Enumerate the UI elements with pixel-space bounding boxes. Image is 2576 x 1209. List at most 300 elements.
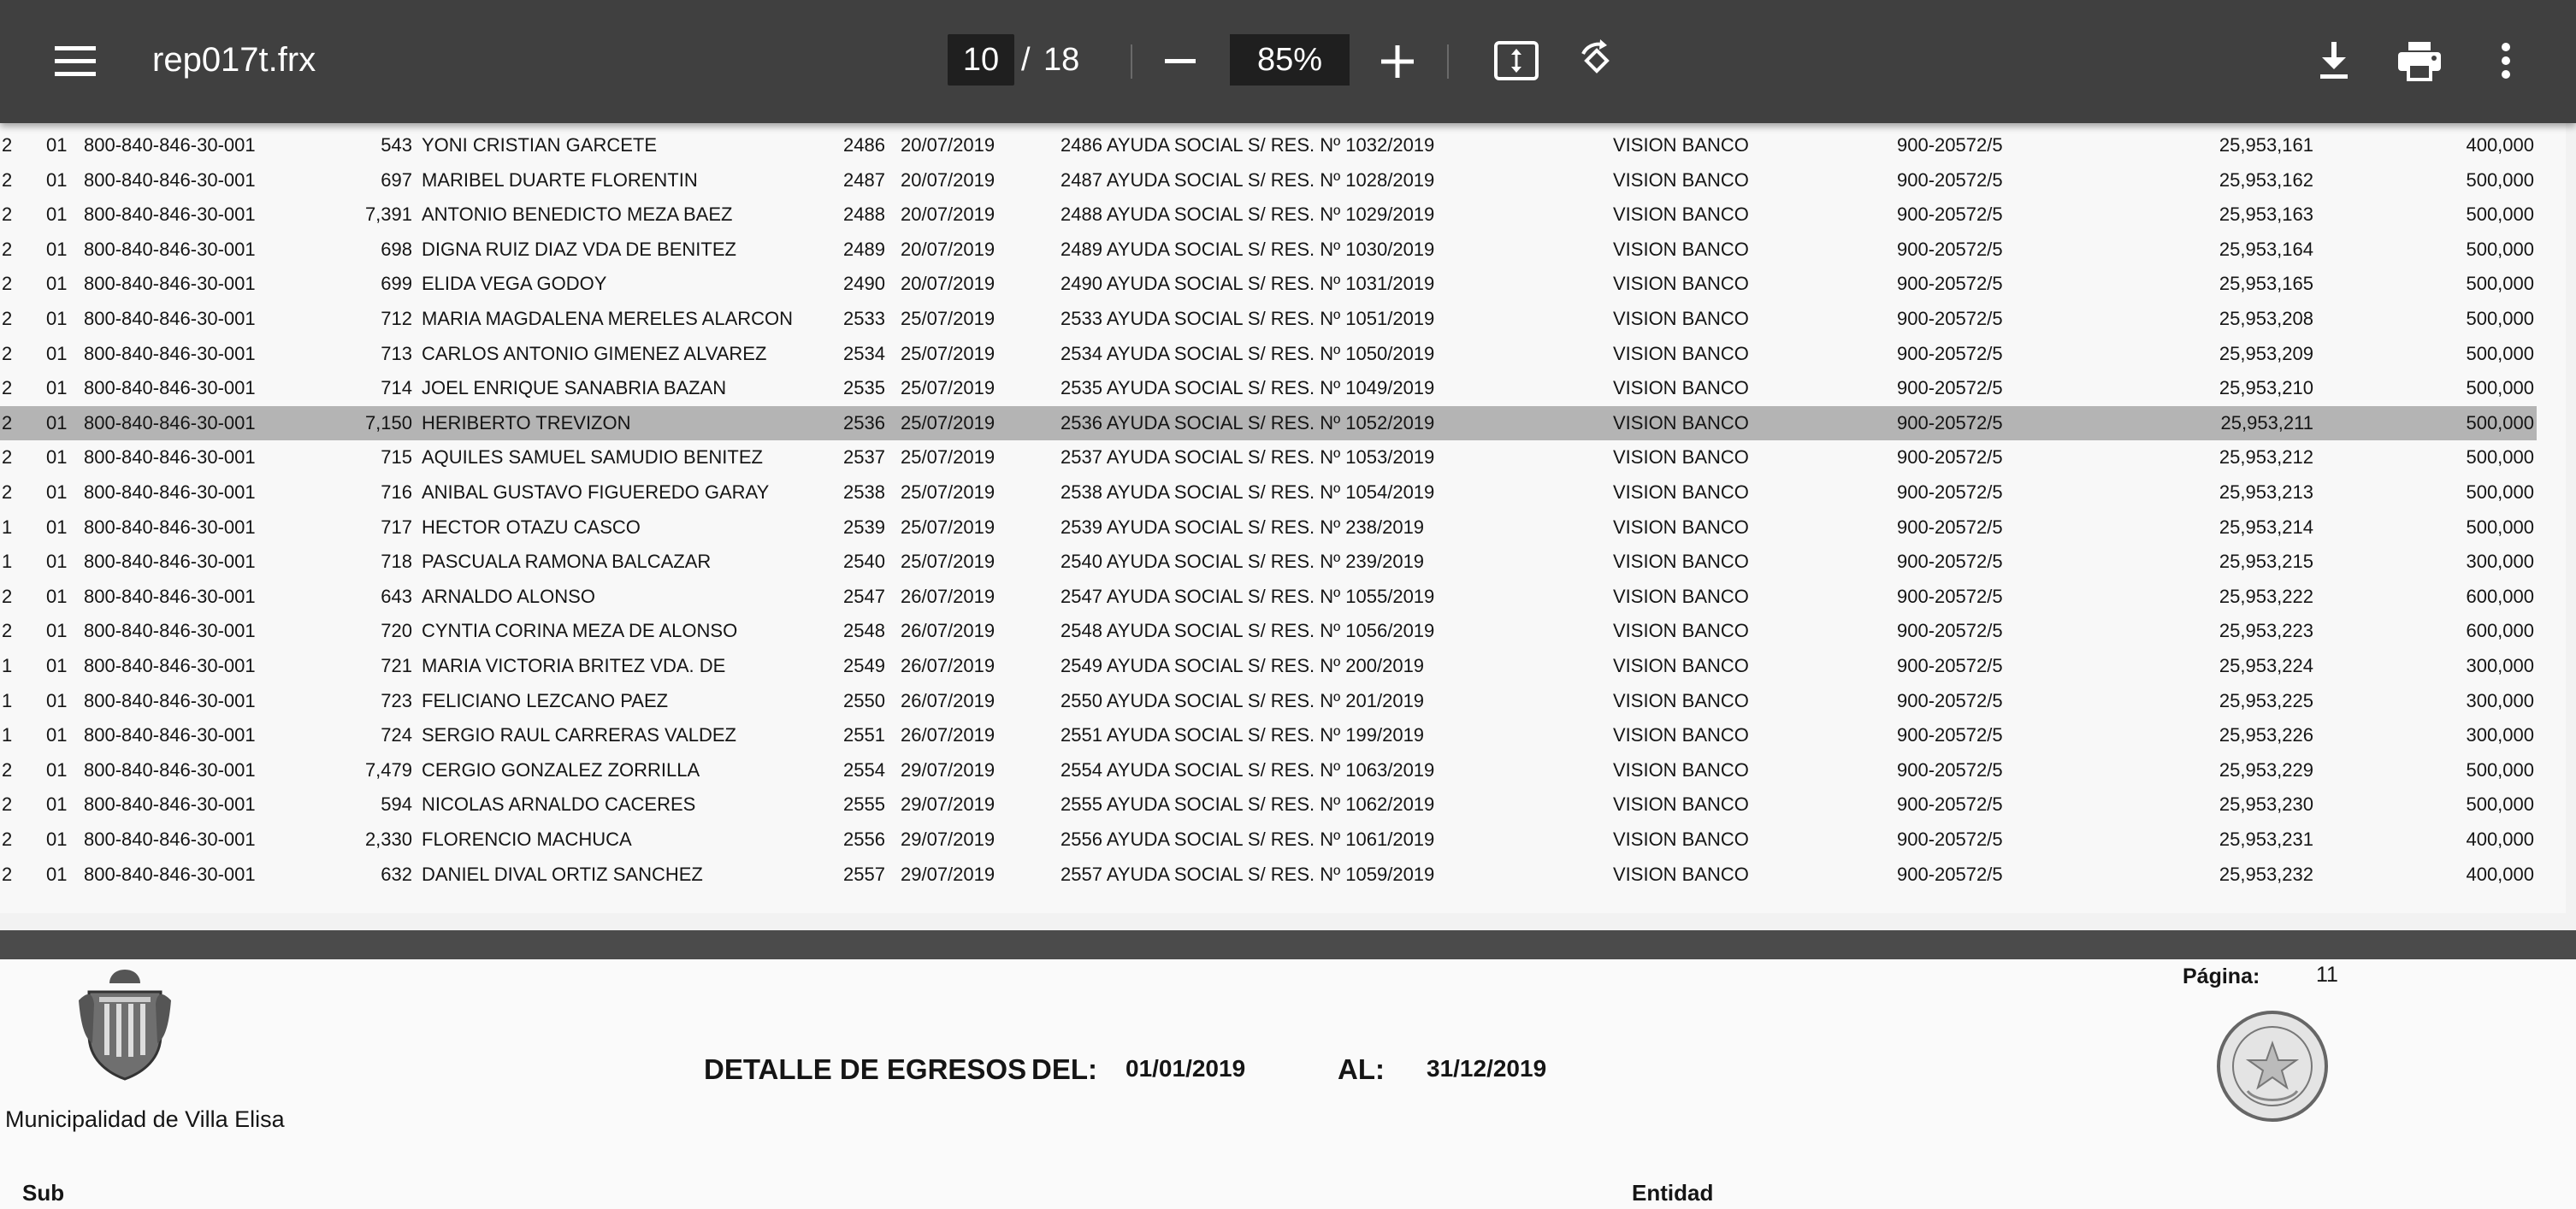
sub-cell: 01 <box>46 134 68 156</box>
beneficiary-name-cell: FLORENCIO MACHUCA <box>422 829 632 850</box>
bank-cell: VISION BANCO <box>1613 273 1749 295</box>
check-number-cell: 25,953,230 <box>2219 793 2313 816</box>
sub-cell: 01 <box>46 377 68 399</box>
rotate-icon[interactable] <box>1567 32 1623 89</box>
amount-cell: 500,000 <box>2466 481 2534 503</box>
sub-column-header: Sub <box>22 1180 65 1206</box>
print-icon[interactable] <box>2390 32 2449 89</box>
date-cell: 29/07/2019 <box>901 863 996 885</box>
sub-cell: 01 <box>46 689 68 711</box>
municipal-crest-logo <box>75 966 174 1082</box>
document-number-cell: 2534 <box>843 342 885 364</box>
concept-cell: 2539 AYUDA SOCIAL S/ RES. Nº 238/2019 <box>1061 516 1425 538</box>
document-number-cell: 2487 <box>843 168 885 191</box>
date-cell: 20/07/2019 <box>901 203 996 226</box>
beneficiary-name-cell: SERGIO RAUL CARRERAS VALDEZ <box>422 724 736 746</box>
beneficiary-name-cell: CARLOS ANTONIO GIMENEZ ALVAREZ <box>422 342 767 364</box>
account-cell: 900-20572/5 <box>1897 134 2003 156</box>
amount-cell: 300,000 <box>2466 689 2534 711</box>
check-number-cell: 25,953,208 <box>2219 308 2313 329</box>
tipo-cell: 2 <box>2 308 13 329</box>
beneficiary-id-cell: 724 <box>381 724 412 746</box>
amount-cell: 500,000 <box>2466 377 2534 399</box>
document-page <box>0 123 2566 913</box>
bank-cell: VISION BANCO <box>1613 724 1749 746</box>
bank-cell: VISION BANCO <box>1613 620 1749 642</box>
beneficiary-id-cell: 643 <box>381 585 412 607</box>
ruc-cell: 800-840-846-30-001 <box>84 238 256 260</box>
check-number-cell: 25,953,222 <box>2219 585 2313 607</box>
tipo-cell: 2 <box>2 585 13 607</box>
concept-cell: 2489 AYUDA SOCIAL S/ RES. Nº 1030/2019 <box>1061 238 1435 260</box>
report-title: DETALLE DE EGRESOS <box>704 1053 1027 1085</box>
beneficiary-name-cell: DIGNA RUIZ DIAZ VDA DE BENITEZ <box>422 238 736 260</box>
table-row <box>0 753 2537 787</box>
date-cell: 20/07/2019 <box>901 238 996 260</box>
toolbar-divider <box>1131 44 1132 79</box>
account-cell: 900-20572/5 <box>1897 342 2003 364</box>
date-cell: 25/07/2019 <box>901 308 996 329</box>
beneficiary-name-cell: CYNTIA CORINA MEZA DE ALONSO <box>422 620 738 642</box>
concept-cell: 2487 AYUDA SOCIAL S/ RES. Nº 1028/2019 <box>1061 168 1435 191</box>
account-cell: 900-20572/5 <box>1897 863 2003 885</box>
amount-cell: 500,000 <box>2466 308 2534 329</box>
amount-cell: 400,000 <box>2466 863 2534 885</box>
date-cell: 26/07/2019 <box>901 724 996 746</box>
amount-cell: 600,000 <box>2466 620 2534 642</box>
amount-cell: 500,000 <box>2466 446 2534 469</box>
beneficiary-name-cell: HECTOR OTAZU CASCO <box>422 516 641 538</box>
beneficiary-name-cell: ELIDA VEGA GODOY <box>422 273 607 295</box>
concept-cell: 2533 AYUDA SOCIAL S/ RES. Nº 1051/2019 <box>1061 308 1435 329</box>
bank-cell: VISION BANCO <box>1613 203 1749 226</box>
check-number-cell: 25,953,161 <box>2219 134 2313 156</box>
concept-cell: 2536 AYUDA SOCIAL S/ RES. Nº 1052/2019 <box>1061 411 1435 433</box>
zoom-level[interactable]: 85% <box>1230 34 1350 86</box>
sub-cell: 01 <box>46 481 68 503</box>
tipo-cell: 2 <box>2 273 13 295</box>
tipo-cell: 2 <box>2 411 13 433</box>
ruc-cell: 800-840-846-30-001 <box>84 377 256 399</box>
beneficiary-id-cell: 713 <box>381 342 412 364</box>
date-cell: 26/07/2019 <box>901 585 996 607</box>
table-row <box>0 787 2537 822</box>
table-row <box>0 233 2537 267</box>
to-date: 31/12/2019 <box>1427 1055 1547 1082</box>
beneficiary-name-cell: ARNALDO ALONSO <box>422 585 595 607</box>
account-cell: 900-20572/5 <box>1897 689 2003 711</box>
beneficiary-name-cell: MARIA MAGDALENA MERELES ALARCON <box>422 308 794 329</box>
document-number-cell: 2533 <box>843 308 885 329</box>
check-number-cell: 25,953,225 <box>2219 689 2313 711</box>
amount-cell: 400,000 <box>2466 829 2534 850</box>
table-row <box>0 267 2537 301</box>
account-cell: 900-20572/5 <box>1897 758 2003 781</box>
date-cell: 29/07/2019 <box>901 758 996 781</box>
table-row <box>0 475 2537 510</box>
tipo-cell: 2 <box>2 134 13 156</box>
concept-cell: 2535 AYUDA SOCIAL S/ RES. Nº 1049/2019 <box>1061 377 1435 399</box>
check-number-cell: 25,953,229 <box>2219 758 2313 781</box>
account-cell: 900-20572/5 <box>1897 551 2003 573</box>
concept-cell: 2550 AYUDA SOCIAL S/ RES. Nº 201/2019 <box>1061 689 1425 711</box>
beneficiary-id-cell: 721 <box>381 655 412 676</box>
amount-cell: 500,000 <box>2466 758 2534 781</box>
more-vertical-icon[interactable] <box>2480 32 2532 89</box>
table-row <box>0 718 2537 752</box>
total-pages: 18 <box>1043 42 1080 78</box>
document-number-cell: 2535 <box>843 377 885 399</box>
account-cell: 900-20572/5 <box>1897 273 2003 295</box>
beneficiary-id-cell: 632 <box>381 863 412 885</box>
ruc-cell: 800-840-846-30-001 <box>84 134 256 156</box>
ruc-cell: 800-840-846-30-001 <box>84 551 256 573</box>
beneficiary-id-cell: 716 <box>381 481 412 503</box>
sub-cell: 01 <box>46 516 68 538</box>
account-cell: 900-20572/5 <box>1897 411 2003 433</box>
document-number-cell: 2490 <box>843 273 885 295</box>
ruc-cell: 800-840-846-30-001 <box>84 446 256 469</box>
ruc-cell: 800-840-846-30-001 <box>84 793 256 816</box>
table-row <box>0 684 2537 718</box>
ruc-cell: 800-840-846-30-001 <box>84 308 256 329</box>
document-number-cell: 2554 <box>843 758 885 781</box>
sub-cell: 01 <box>46 758 68 781</box>
ruc-cell: 800-840-846-30-001 <box>84 724 256 746</box>
document-page-next <box>0 959 2576 1209</box>
ruc-cell: 800-840-846-30-001 <box>84 689 256 711</box>
sub-cell: 01 <box>46 273 68 295</box>
to-label: AL: <box>1338 1053 1385 1085</box>
from-label: DEL: <box>1031 1053 1097 1085</box>
tipo-cell: 1 <box>2 724 13 746</box>
sub-cell: 01 <box>46 620 68 642</box>
date-cell: 25/07/2019 <box>901 411 996 433</box>
beneficiary-id-cell: 698 <box>381 238 412 260</box>
sub-cell: 01 <box>46 446 68 469</box>
check-number-cell: 25,953,211 <box>2220 411 2313 433</box>
page-label: Página: <box>2183 964 2260 988</box>
plus-icon[interactable] <box>1372 36 1423 87</box>
document-number-cell: 2547 <box>843 585 885 607</box>
beneficiary-name-cell: MARIBEL DUARTE FLORENTIN <box>422 168 698 191</box>
concept-cell: 2490 AYUDA SOCIAL S/ RES. Nº 1031/2019 <box>1061 273 1435 295</box>
tipo-cell: 2 <box>2 481 13 503</box>
beneficiary-id-cell: 7,150 <box>364 411 412 433</box>
amount-cell: 600,000 <box>2466 585 2534 607</box>
beneficiary-id-cell: 543 <box>381 134 412 156</box>
ruc-cell: 800-840-846-30-001 <box>84 516 256 538</box>
sub-cell: 01 <box>46 793 68 816</box>
bank-cell: VISION BANCO <box>1613 238 1749 260</box>
check-number-cell: 25,953,164 <box>2219 238 2313 260</box>
check-number-cell: 25,953,162 <box>2219 168 2313 191</box>
concept-cell: 2537 AYUDA SOCIAL S/ RES. Nº 1053/2019 <box>1061 446 1435 469</box>
beneficiary-id-cell: 594 <box>381 793 412 816</box>
date-cell: 25/07/2019 <box>901 551 996 573</box>
fit-page-icon[interactable] <box>1488 32 1545 89</box>
beneficiary-id-cell: 718 <box>381 551 412 573</box>
table-row <box>0 649 2537 683</box>
bank-cell: VISION BANCO <box>1613 168 1749 191</box>
document-number-cell: 2555 <box>843 793 885 816</box>
account-cell: 900-20572/5 <box>1897 516 2003 538</box>
ruc-cell: 800-840-846-30-001 <box>84 342 256 364</box>
from-date: 01/01/2019 <box>1126 1055 1246 1082</box>
account-cell: 900-20572/5 <box>1897 620 2003 642</box>
amount-cell: 500,000 <box>2466 342 2534 364</box>
account-cell: 900-20572/5 <box>1897 308 2003 329</box>
ruc-cell: 800-840-846-30-001 <box>84 655 256 676</box>
beneficiary-id-cell: 712 <box>381 308 412 329</box>
page-separator-gap <box>0 930 2576 959</box>
document-number-cell: 2538 <box>843 481 885 503</box>
check-number-cell: 25,953,212 <box>2219 446 2313 469</box>
account-cell: 900-20572/5 <box>1897 446 2003 469</box>
beneficiary-id-cell: 7,391 <box>364 203 412 226</box>
tipo-cell: 2 <box>2 377 13 399</box>
amount-cell: 500,000 <box>2466 793 2534 816</box>
ruc-cell: 800-840-846-30-001 <box>84 411 256 433</box>
document-number-cell: 2548 <box>843 620 885 642</box>
amount-cell: 500,000 <box>2466 411 2534 433</box>
account-cell: 900-20572/5 <box>1897 724 2003 746</box>
document-number-cell: 2486 <box>843 134 885 156</box>
bank-cell: VISION BANCO <box>1613 134 1749 156</box>
table-row <box>0 510 2537 545</box>
beneficiary-name-cell: JOEL ENRIQUE SANABRIA BAZAN <box>422 377 727 399</box>
bank-cell: VISION BANCO <box>1613 793 1749 816</box>
concept-cell: 2486 AYUDA SOCIAL S/ RES. Nº 1032/2019 <box>1061 134 1435 156</box>
date-cell: 25/07/2019 <box>901 377 996 399</box>
amount-cell: 500,000 <box>2466 238 2534 260</box>
tipo-cell: 2 <box>2 863 13 885</box>
check-number-cell: 25,953,215 <box>2219 551 2313 573</box>
tipo-cell: 2 <box>2 620 13 642</box>
date-cell: 20/07/2019 <box>901 273 996 295</box>
check-number-cell: 25,953,163 <box>2219 203 2313 226</box>
amount-cell: 400,000 <box>2466 134 2534 156</box>
sub-cell: 01 <box>46 168 68 191</box>
ruc-cell: 800-840-846-30-001 <box>84 620 256 642</box>
bank-cell: VISION BANCO <box>1613 481 1749 503</box>
check-number-cell: 25,953,210 <box>2219 377 2313 399</box>
date-cell: 26/07/2019 <box>901 620 996 642</box>
municipality-name: Municipalidad de Villa Elisa <box>5 1106 285 1132</box>
date-cell: 25/07/2019 <box>901 481 996 503</box>
table-row <box>0 614 2537 648</box>
sub-cell: 01 <box>46 203 68 226</box>
check-number-cell: 25,953,226 <box>2219 724 2313 746</box>
document-number-cell: 2489 <box>843 238 885 260</box>
bank-cell: VISION BANCO <box>1613 829 1749 850</box>
beneficiary-name-cell: AQUILES SAMUEL SAMUDIO BENITEZ <box>422 446 763 469</box>
sub-cell: 01 <box>46 863 68 885</box>
ruc-cell: 800-840-846-30-001 <box>84 585 256 607</box>
bank-cell: VISION BANCO <box>1613 446 1749 469</box>
document-number-cell: 2536 <box>843 411 885 433</box>
tipo-cell: 2 <box>2 829 13 850</box>
account-cell: 900-20572/5 <box>1897 829 2003 850</box>
table-row <box>0 128 2537 162</box>
page-number-input[interactable] <box>948 34 1014 86</box>
beneficiary-name-cell: PASCUALA RAMONA BALCAZAR <box>422 551 712 573</box>
concept-cell: 2549 AYUDA SOCIAL S/ RES. Nº 200/2019 <box>1061 655 1425 676</box>
document-title: rep017t.frx <box>152 41 316 79</box>
concept-cell: 2540 AYUDA SOCIAL S/ RES. Nº 239/2019 <box>1061 551 1425 573</box>
table-row <box>0 580 2537 614</box>
tipo-cell: 2 <box>2 203 13 226</box>
sub-cell: 01 <box>46 411 68 433</box>
beneficiary-id-cell: 715 <box>381 446 412 469</box>
beneficiary-id-cell: 723 <box>381 689 412 711</box>
beneficiary-name-cell: FELICIANO LEZCANO PAEZ <box>422 689 669 711</box>
document-number-cell: 2540 <box>843 551 885 573</box>
minus-icon[interactable] <box>1155 36 1206 87</box>
account-cell: 900-20572/5 <box>1897 238 2003 260</box>
concept-cell: 2554 AYUDA SOCIAL S/ RES. Nº 1063/2019 <box>1061 758 1435 781</box>
date-cell: 26/07/2019 <box>901 655 996 676</box>
menu-icon[interactable] <box>48 36 103 87</box>
page-separator: / <box>1021 42 1031 78</box>
check-number-cell: 25,953,223 <box>2219 620 2313 642</box>
tipo-cell: 1 <box>2 551 13 573</box>
ruc-cell: 800-840-846-30-001 <box>84 758 256 781</box>
ruc-cell: 800-840-846-30-001 <box>84 203 256 226</box>
beneficiary-id-cell: 699 <box>381 273 412 295</box>
table-row <box>0 302 2537 336</box>
date-cell: 25/07/2019 <box>901 342 996 364</box>
table-row <box>0 337 2537 371</box>
date-cell: 29/07/2019 <box>901 793 996 816</box>
document-number-cell: 2556 <box>843 829 885 850</box>
beneficiary-name-cell: NICOLAS ARNALDO CACERES <box>422 793 696 816</box>
document-number-cell: 2488 <box>843 203 885 226</box>
amount-cell: 300,000 <box>2466 724 2534 746</box>
beneficiary-name-cell: MARIA VICTORIA BRITEZ VDA. DE <box>422 655 726 676</box>
table-row <box>0 858 2537 892</box>
tipo-cell: 2 <box>2 793 13 816</box>
sub-cell: 01 <box>46 308 68 329</box>
check-number-cell: 25,953,232 <box>2219 863 2313 885</box>
entidad-column-header: Entidad <box>1632 1180 1714 1206</box>
account-cell: 900-20572/5 <box>1897 655 2003 676</box>
bank-cell: VISION BANCO <box>1613 411 1749 433</box>
beneficiary-name-cell: ANIBAL GUSTAVO FIGUEREDO GARAY <box>422 481 770 503</box>
amount-cell: 500,000 <box>2466 168 2534 191</box>
concept-cell: 2488 AYUDA SOCIAL S/ RES. Nº 1029/2019 <box>1061 203 1435 226</box>
account-cell: 900-20572/5 <box>1897 585 2003 607</box>
beneficiary-id-cell: 697 <box>381 168 412 191</box>
sub-cell: 01 <box>46 724 68 746</box>
beneficiary-name-cell: CERGIO GONZALEZ ZORRILLA <box>422 758 700 781</box>
date-cell: 26/07/2019 <box>901 689 996 711</box>
sub-cell: 01 <box>46 342 68 364</box>
tipo-cell: 2 <box>2 238 13 260</box>
beneficiary-name-cell: YONI CRISTIAN GARCETE <box>422 134 658 156</box>
sub-cell: 01 <box>46 551 68 573</box>
bank-cell: VISION BANCO <box>1613 585 1749 607</box>
beneficiary-id-cell: 7,479 <box>364 758 412 781</box>
amount-cell: 300,000 <box>2466 551 2534 573</box>
tipo-cell: 1 <box>2 655 13 676</box>
tipo-cell: 2 <box>2 342 13 364</box>
bank-cell: VISION BANCO <box>1613 689 1749 711</box>
bank-cell: VISION BANCO <box>1613 758 1749 781</box>
tipo-cell: 2 <box>2 168 13 191</box>
date-cell: 25/07/2019 <box>901 446 996 469</box>
beneficiary-id-cell: 720 <box>381 620 412 642</box>
amount-cell: 500,000 <box>2466 203 2534 226</box>
table-row <box>0 823 2537 857</box>
check-number-cell: 25,953,209 <box>2219 342 2313 364</box>
download-icon[interactable] <box>2306 32 2362 89</box>
account-cell: 900-20572/5 <box>1897 377 2003 399</box>
concept-cell: 2551 AYUDA SOCIAL S/ RES. Nº 199/2019 <box>1061 724 1425 746</box>
concept-cell: 2547 AYUDA SOCIAL S/ RES. Nº 1055/2019 <box>1061 585 1435 607</box>
concept-cell: 2534 AYUDA SOCIAL S/ RES. Nº 1050/2019 <box>1061 342 1435 364</box>
sub-cell: 01 <box>46 585 68 607</box>
account-cell: 900-20572/5 <box>1897 203 2003 226</box>
bank-cell: VISION BANCO <box>1613 655 1749 676</box>
document-number-cell: 2537 <box>843 446 885 469</box>
amount-cell: 500,000 <box>2466 273 2534 295</box>
date-cell: 20/07/2019 <box>901 168 996 191</box>
table-row <box>0 371 2537 405</box>
table-row <box>0 440 2537 475</box>
document-number-cell: 2539 <box>843 516 885 538</box>
account-cell: 900-20572/5 <box>1897 168 2003 191</box>
concept-cell: 2548 AYUDA SOCIAL S/ RES. Nº 1056/2019 <box>1061 620 1435 642</box>
document-number-cell: 2557 <box>843 863 885 885</box>
bank-cell: VISION BANCO <box>1613 377 1749 399</box>
beneficiary-id-cell: 714 <box>381 377 412 399</box>
tipo-cell: 2 <box>2 758 13 781</box>
beneficiary-id-cell: 717 <box>381 516 412 538</box>
tipo-cell: 1 <box>2 516 13 538</box>
beneficiary-id-cell: 2,330 <box>364 829 412 850</box>
page-number-value: 11 <box>2316 963 2338 987</box>
beneficiary-name-cell: DANIEL DIVAL ORTIZ SANCHEZ <box>422 863 703 885</box>
bank-cell: VISION BANCO <box>1613 342 1749 364</box>
sub-cell: 01 <box>46 238 68 260</box>
date-cell: 25/07/2019 <box>901 516 996 538</box>
account-cell: 900-20572/5 <box>1897 793 2003 816</box>
check-number-cell: 25,953,214 <box>2219 516 2313 538</box>
bank-cell: VISION BANCO <box>1613 308 1749 329</box>
toolbar-divider <box>1447 44 1449 79</box>
amount-cell: 500,000 <box>2466 516 2534 538</box>
bank-cell: VISION BANCO <box>1613 863 1749 885</box>
bank-cell: VISION BANCO <box>1613 516 1749 538</box>
table-row <box>0 545 2537 579</box>
ruc-cell: 800-840-846-30-001 <box>84 829 256 850</box>
table-row <box>0 406 2537 440</box>
pdf-viewer-toolbar <box>0 0 2576 123</box>
amount-cell: 300,000 <box>2466 655 2534 676</box>
account-cell: 900-20572/5 <box>1897 481 2003 503</box>
ruc-cell: 800-840-846-30-001 <box>84 273 256 295</box>
beneficiary-name-cell: ANTONIO BENEDICTO MEZA BAEZ <box>422 203 733 226</box>
check-number-cell: 25,953,165 <box>2219 273 2313 295</box>
concept-cell: 2555 AYUDA SOCIAL S/ RES. Nº 1062/2019 <box>1061 793 1435 816</box>
concept-cell: 2556 AYUDA SOCIAL S/ RES. Nº 1061/2019 <box>1061 829 1435 850</box>
date-cell: 29/07/2019 <box>901 829 996 850</box>
sub-cell: 01 <box>46 655 68 676</box>
date-cell: 20/07/2019 <box>901 134 996 156</box>
table-row <box>0 163 2537 198</box>
tipo-cell: 1 <box>2 689 13 711</box>
